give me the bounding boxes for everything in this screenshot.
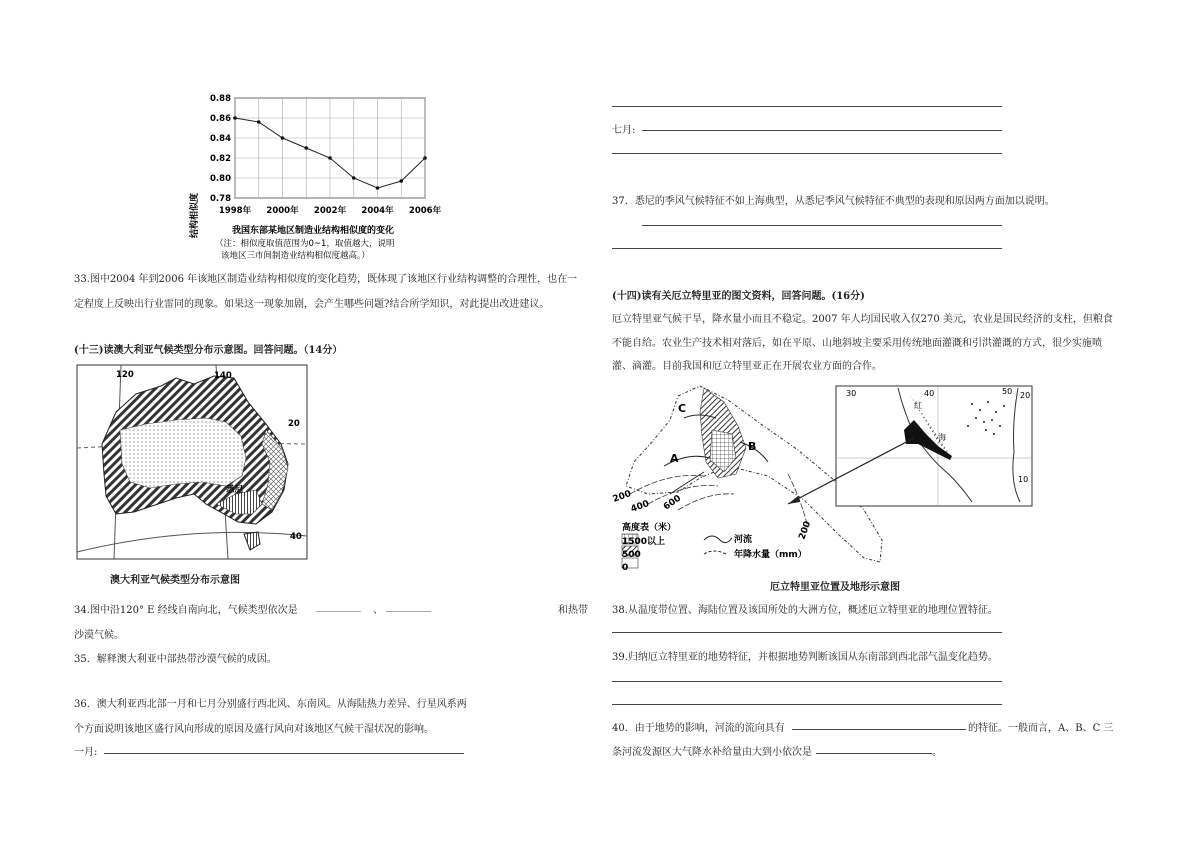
chart-x-tick-label: 1998年: [218, 206, 252, 216]
grid-20: 20: [1020, 391, 1031, 400]
chart-y-tick-label: 0.86: [210, 114, 231, 124]
sec14-paragraph-2: 不能自给。农业生产技术相对落后，如在平原、山地斜坡主要采用传统地面灌溉和引洪灌溉的方式，很少实施喷: [612, 338, 1102, 349]
map-lon-120: 120: [116, 370, 134, 380]
chart-data-point: [423, 156, 427, 160]
q40-text-b: 的特征。一般而言，A、B、C 三: [968, 723, 1114, 734]
chart-y-label: 结构相似度: [190, 192, 200, 238]
chart-grid: [235, 98, 425, 198]
grid-10: 10: [1018, 475, 1029, 484]
q40-blank-1[interactable]: [792, 729, 966, 730]
legend-river: 河流: [734, 535, 753, 545]
chart-y-tick-label: 0.80: [210, 174, 231, 184]
grid-50: 50: [1002, 387, 1013, 396]
map-lat-40: 40: [290, 532, 302, 542]
chart-y-tick-label: 0.88: [210, 94, 231, 104]
q39-answer-line-2[interactable]: [612, 704, 1002, 705]
q36-line-2: 个方面说明该地区盛行风向形成的原因及盛行风向对该地区气候干湿状况的影响。: [74, 724, 434, 735]
similarity-line-chart: [185, 90, 445, 262]
july-answer-line[interactable]: [642, 130, 1002, 131]
label-river-a: A: [670, 452, 679, 465]
q37-text: 37．悉尼的季风气候特征不如上海典型，从悉尼季风气候特征不典型的表现和原因两方面加以说明。: [612, 196, 1055, 207]
legend-title: 高度表（米）: [622, 523, 677, 533]
isoline-200-west: 200: [611, 488, 633, 505]
q34-text-end: 和热带: [558, 605, 588, 616]
q37-answer-line-1[interactable]: [642, 225, 1002, 226]
chart-data-point: [281, 136, 285, 140]
q34-blank-2[interactable]: _________: [386, 601, 431, 612]
q34-text: 34.图中沿120° E 经线自南向北，气候类型依次是: [74, 605, 298, 616]
chart-data-point: [352, 176, 356, 180]
chart-x-ticks: [219, 205, 442, 216]
grid-30: 30: [846, 389, 857, 398]
chart-x-tick-label: 2000年: [266, 206, 299, 216]
rainfall-isolines: [630, 474, 808, 528]
chart-data-point: [233, 116, 237, 120]
label-river-c: C: [678, 402, 687, 415]
q38-text: 38.从温度带位置、海陆位置及该国所处的大洲方位，概述厄立特里亚的地理位置特征。: [612, 605, 998, 616]
chart-x-tick-label: 2006年: [408, 206, 442, 216]
q40-blank-2[interactable]: [816, 753, 932, 754]
chart-title: 我国东部某地区制造业结构相似度的变化: [231, 226, 395, 236]
q39-text: 39.归纳厄立特里亚的地势特征，并根据地势判断该国从东南部到西北部气温变化趋势。: [612, 652, 998, 663]
australia-climate-map: [76, 364, 308, 560]
q33-line-1: 33.图中2004 年到2006 年该地区制造业结构相似度的变化趋势，既体现了该地区行业结构调整的合理性，也在一: [74, 274, 578, 285]
map-lat-20: 20: [288, 419, 300, 429]
section-14-title: (十四)读有关厄立特里亚的图文资料，回答问题。(16分): [612, 291, 865, 302]
eritrea-terrain-map: [608, 382, 1038, 594]
chart-y-tick-label: 0.82: [210, 154, 231, 164]
q40-text-c: 条河流发源区大气降水补给量由大到小依次是: [612, 747, 812, 758]
legend-0: 0: [622, 563, 629, 573]
section-13-title: (十三)读澳大利亚气候类型分布示意图。回答问题。（14分）: [74, 345, 343, 356]
isoline-200-east: 200: [797, 519, 814, 542]
q36-line-1: 36．澳大利亚西北部一月和七月分别盛行西北风、东南风。从海陆热力差异、行星风系两: [74, 699, 467, 710]
q39-answer-line-1[interactable]: [612, 681, 1002, 682]
legend-500: 500: [622, 550, 641, 560]
grid-40: 40: [924, 389, 935, 398]
chart-x-tick-label: 2002年: [313, 206, 347, 216]
chart-data-point: [257, 120, 261, 124]
chart-y-tick-label: 0.78: [210, 194, 231, 204]
q37-answer-line-2[interactable]: [612, 248, 1002, 249]
isoline-400: 400: [629, 498, 651, 515]
eritrea-map-caption: 厄立特里亚位置及地形示意图: [770, 582, 900, 593]
sec14-paragraph-3: 灌、滴灌。目前我国和厄立特里亚正在开展农业方面的合作。: [612, 361, 882, 372]
q36-january-answer-line[interactable]: [104, 753, 464, 754]
q33-line-2: 定程度上反映出行业雷同的现象。如果这一现象加剧，会产生哪些问题?结合所学知识，对此提出改进建议。: [74, 299, 550, 310]
legend-rainfall: 年降水量（mm）: [734, 550, 807, 560]
chart-data-point: [304, 146, 308, 150]
q34-separator: 、: [373, 605, 383, 616]
q35-text: 35．解释澳大利亚中部热带沙漠气候的成因。: [74, 654, 277, 665]
answer-line-3[interactable]: [612, 153, 1002, 154]
legend-1500: 1500以上: [622, 537, 666, 547]
label-river-b: B: [748, 440, 757, 453]
australia-map-caption: 澳大利亚气候类型分布示意图: [110, 575, 240, 586]
q36-january-label: 一月:: [74, 747, 98, 758]
label-red: 红: [914, 401, 922, 410]
july-label: 七月:: [612, 125, 636, 136]
q34-text-cont: 沙漠气候。: [74, 630, 124, 641]
chart-data-point: [376, 186, 380, 190]
map-lon-140: 140: [214, 371, 232, 381]
isoline-600: 600: [661, 493, 684, 513]
q34-blank-1[interactable]: _________: [316, 601, 361, 612]
chart-x-tick-label: 2004年: [361, 206, 394, 216]
sec14-paragraph-1: 厄立特里亚气候干旱，降水量小而且不稳定。2007 年人均国民收入仅270 美元，农业是国民经济的支柱，但粮食: [612, 314, 1113, 325]
chart-note-1: （注：相似度取值范围为0~1，取值越大，说明: [215, 239, 395, 249]
chart-note-2: 该地区三市间制造业结构相似度越高。）: [221, 251, 370, 261]
chart-y-tick-label: 0.84: [210, 134, 231, 144]
map-label-sydney: 悉尼: [226, 485, 244, 495]
desert-region: [120, 418, 246, 488]
answer-line-top[interactable]: [612, 106, 1002, 107]
q38-answer-line[interactable]: [612, 632, 1002, 633]
chart-data-point: [399, 179, 403, 183]
chart-y-ticks: [210, 94, 231, 204]
q40-text-a: 40．由于地势的影响，河流的流向具有: [612, 723, 785, 734]
chart-data-point: [328, 156, 332, 160]
label-sea: 海: [938, 433, 946, 442]
q40-text-d: 。: [932, 747, 942, 758]
